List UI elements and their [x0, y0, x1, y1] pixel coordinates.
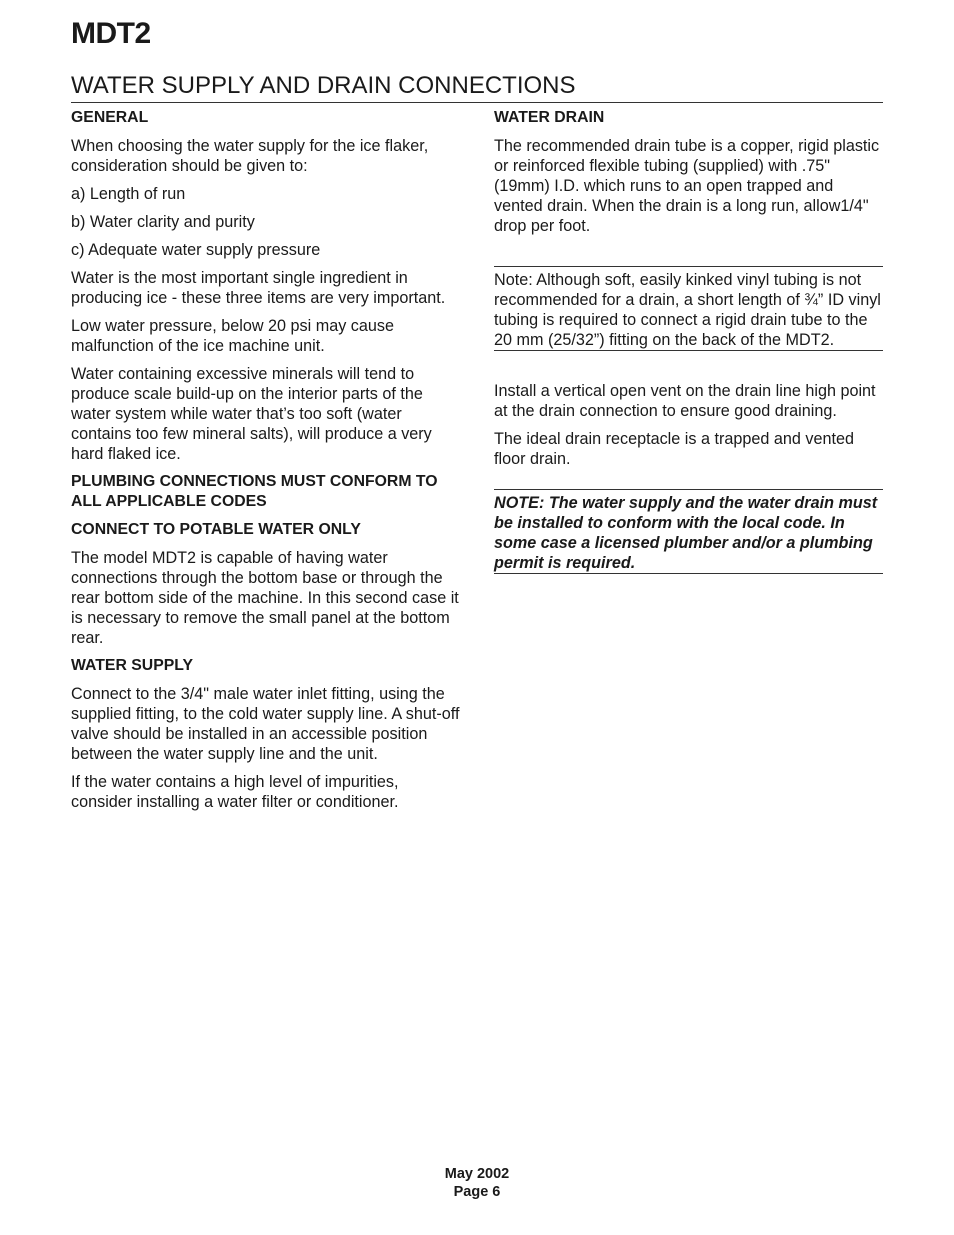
water-supply-heading: WATER SUPPLY [71, 657, 194, 674]
low-pressure-paragraph: Low water pressure, below 20 psi may cause malfunction of the ice machine unit. [71, 317, 395, 355]
vent-paragraph: Install a vertical open vent on the drain line high point at the drain connection to ensure good draining. [494, 382, 876, 420]
right-column [494, 108, 883, 574]
water-supply-paragraph: Connect to the 3/4" male water inlet fitting, using the supplied fitting, to the cold water supply line. A shut-off valve should be installed in an accessible position between the water supply line and the unit. [71, 685, 460, 763]
left-column [71, 108, 463, 820]
drain-tube-paragraph: The recommended drain tube is a copper, rigid plastic or reinforced flexible tubing (supplied) with .75" (19mm) I.D. which runs to an open trapped and vented drain. When the drain is a long run, allow1/4" drop per foot. [494, 137, 880, 235]
plumbing-codes-heading: PLUMBING CONNECTIONS MUST CONFORM TO ALL APPLICABLE CODES [71, 473, 438, 510]
page-model-title: MDT2 [71, 17, 151, 50]
section-title: WATER SUPPLY AND DRAIN CONNECTIONS [71, 71, 883, 103]
connections-paragraph: The model MDT2 is capable of having water connections through the bottom base or through the rear bottom side of the machine. In this second case it is necessary to remove the small panel at the bottom rear. [71, 549, 459, 647]
water-drain-heading: WATER DRAIN [494, 109, 605, 126]
code-compliance-note: NOTE: The water supply and the water drain must be installed to conform with the local code. In some case a licensed plumber and/or a plumbing permit is required. [494, 489, 883, 574]
minerals-paragraph: Water containing excessive minerals will tend to produce scale build-up on the interior parts of the water system while water that’s too soft (water contains too few mineral salts), will produce a very hard flaked ice. [71, 365, 432, 463]
water-importance-paragraph: Water is the most important single ingredient in producing ice - these three items are very important. [71, 269, 446, 307]
general-item-pressure: c) Adequate water supply pressure [71, 241, 321, 259]
footer-date: May 2002 [444, 1166, 510, 1182]
general-intro: When choosing the water supply for the ice flaker, consideration should be given to: [71, 137, 429, 175]
general-item-clarity: b) Water clarity and purity [71, 213, 255, 231]
potable-water-heading: CONNECT TO POTABLE WATER ONLY [71, 521, 361, 538]
page-footer [0, 1165, 954, 1201]
general-item-length: a) Length of run [71, 185, 186, 203]
water-filter-paragraph: If the water contains a high level of impurities, consider installing a water filter or conditioner. [71, 773, 399, 811]
general-heading: GENERAL [71, 109, 149, 126]
drain-receptacle-paragraph: The ideal drain receptacle is a trapped and vented floor drain. [494, 430, 854, 468]
footer-page-number: Page 6 [453, 1184, 501, 1200]
vinyl-tubing-note: Note: Although soft, easily kinked vinyl tubing is not recommended for a drain, a short length of ¾” ID vinyl tubing is required to connect a rigid drain tube to the 20 mm (25/32”) fitting on the back of the MDT2. [494, 266, 883, 351]
